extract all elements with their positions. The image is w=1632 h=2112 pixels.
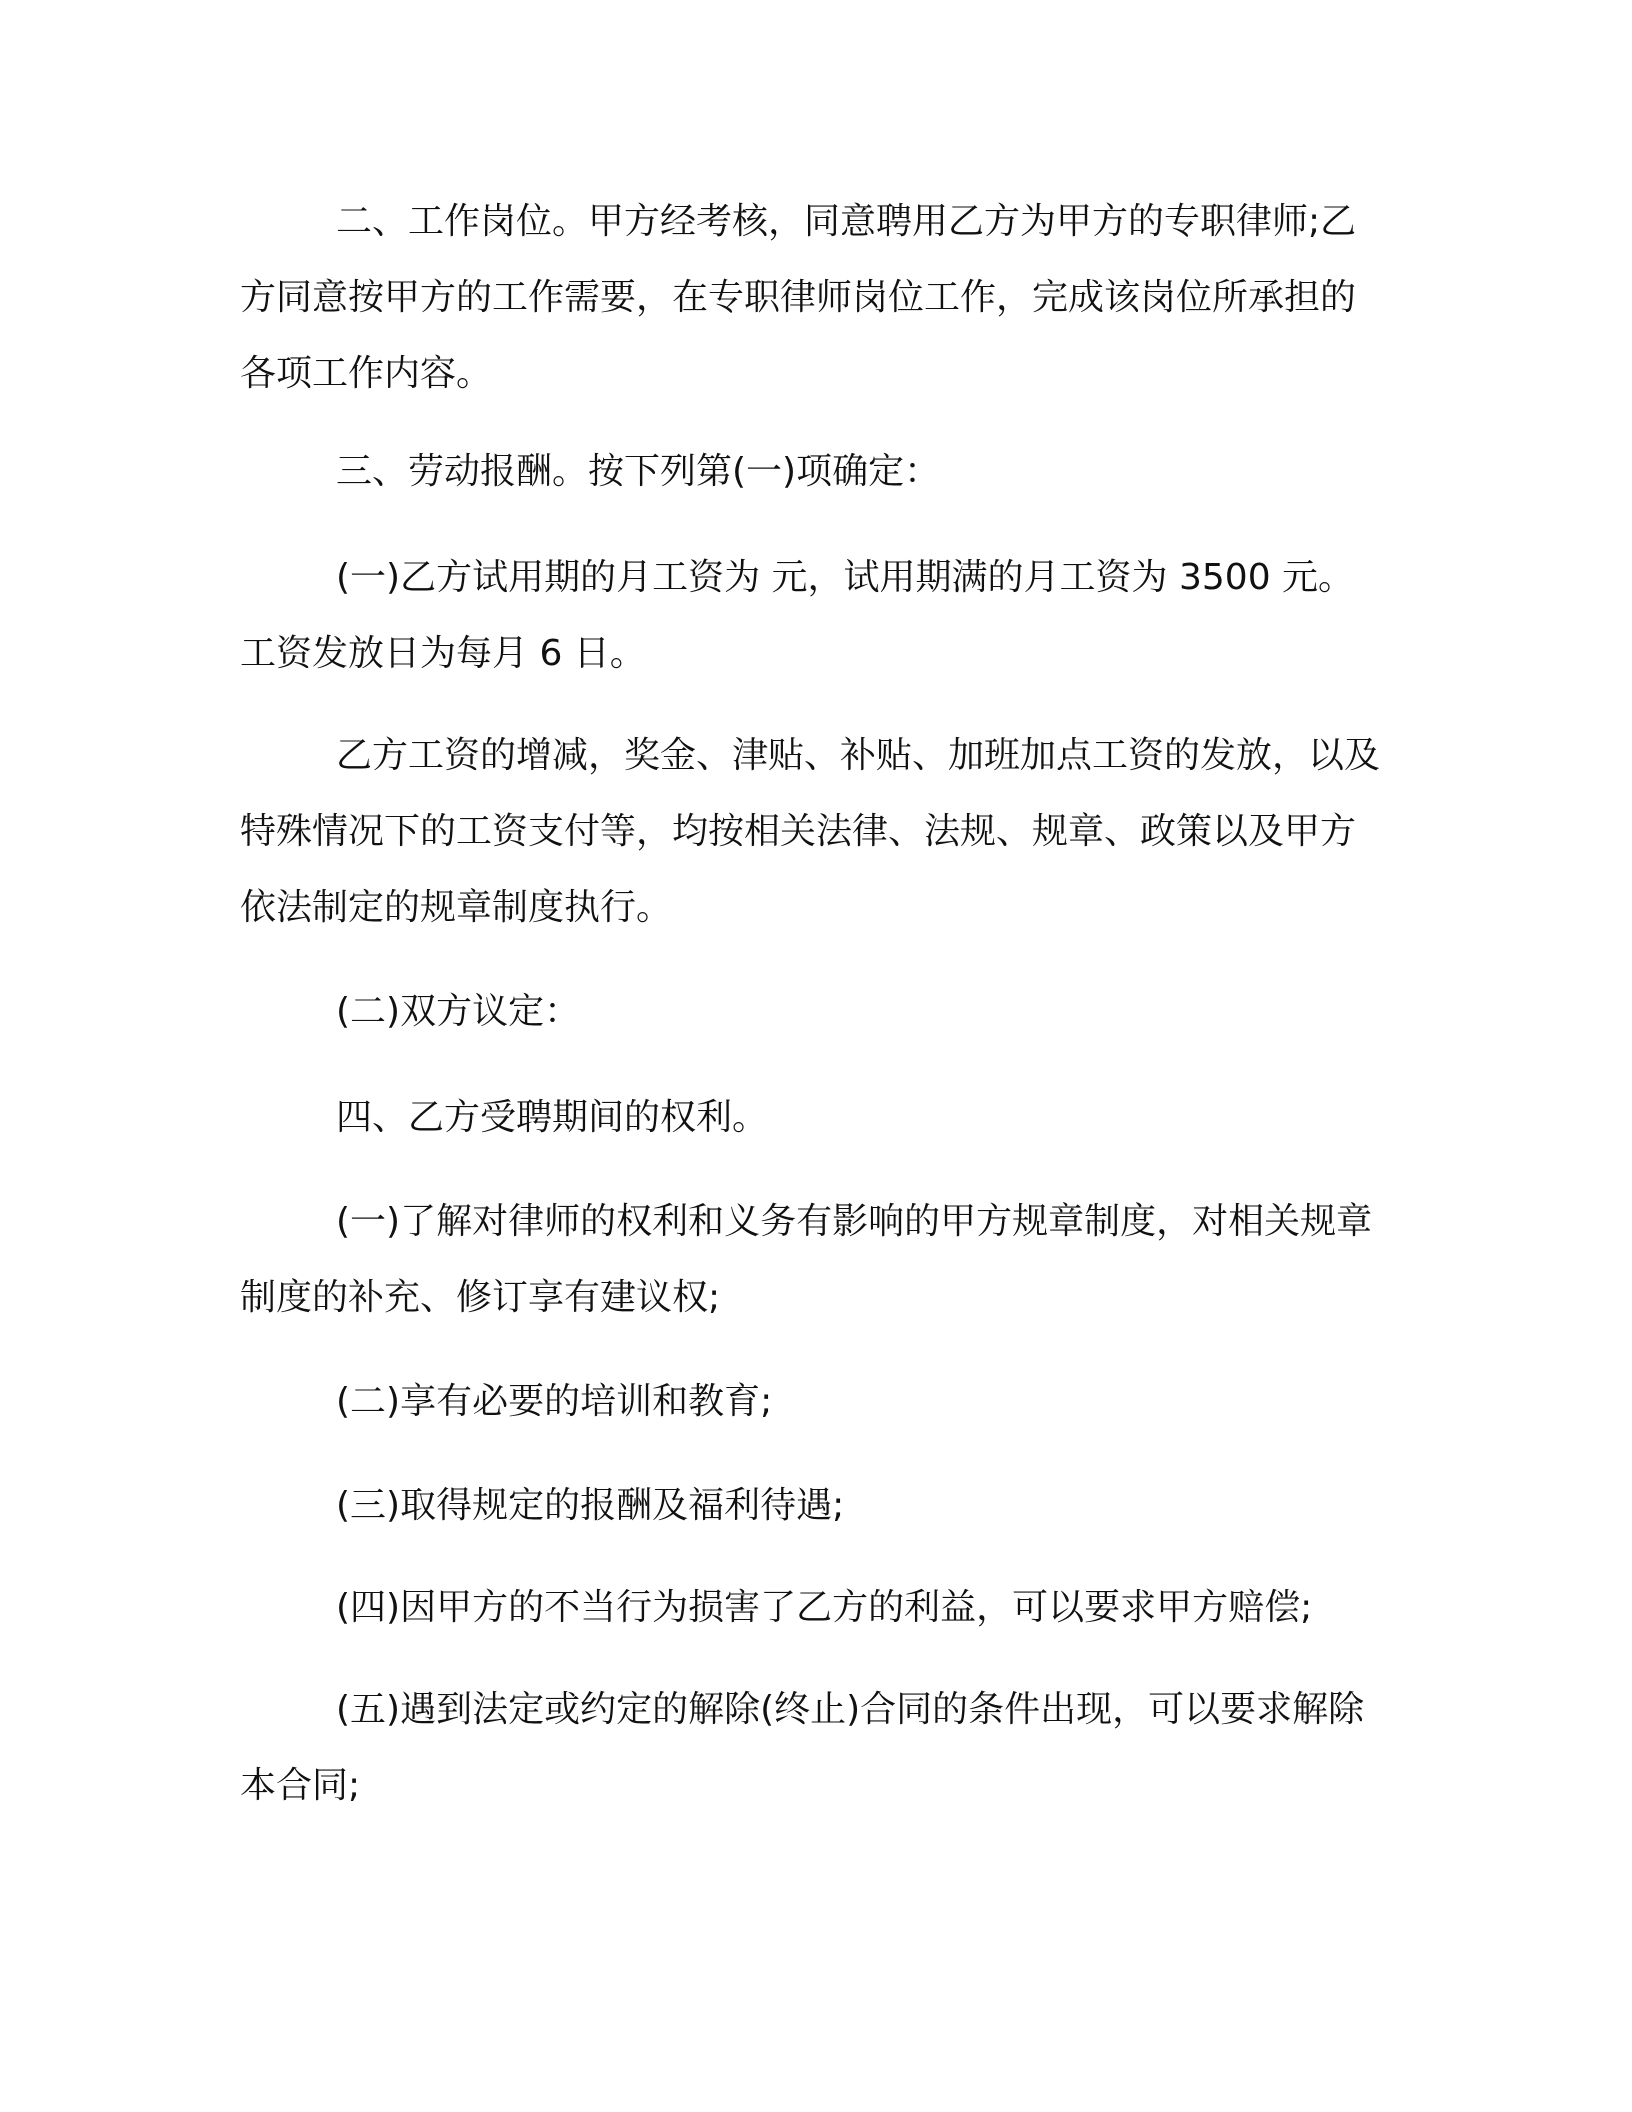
- paragraph-3-1-salary: (一)乙方试用期的月工资为 元，试用期满的月工资为 3500 元。工资发放日为每月 6 日。: [240, 557, 1355, 674]
- paragraph-section-4-rights: 四、乙方受聘期间的权利。: [336, 1097, 769, 1138]
- paragraph-4-1-rules: (一)了解对律师的权利和义务有影响的甲方规章制度，对相关规章制度的补充、修订享有建议权;: [240, 1201, 1373, 1318]
- paragraph-section-3-remuneration: 三、劳动报酬。按下列第(一)项确定：: [336, 451, 941, 492]
- paragraph-3-2-agreed: (二)双方议定：: [336, 991, 581, 1032]
- paragraph-4-3-benefits: (三)取得规定的报酬及福利待遇;: [336, 1485, 845, 1526]
- paragraph-4-2-training: (二)享有必要的培训和教育;: [336, 1381, 773, 1422]
- paragraph-4-4-compensation: (四)因甲方的不当行为损害了乙方的利益，可以要求甲方赔偿;: [336, 1587, 1313, 1628]
- paragraph-4-5-termination: (五)遇到法定或约定的解除(终止)合同的条件出现，可以要求解除本合同;: [240, 1689, 1365, 1806]
- paragraph-section-2-work-position: 二、工作岗位。甲方经考核，同意聘用乙方为甲方的专职律师;乙方同意按甲方的工作需要，在专职律师岗位工作，完成该岗位所承担的各项工作内容。: [240, 201, 1357, 394]
- paragraph-salary-adjustment: 乙方工资的增减，奖金、津贴、补贴、加班加点工资的发放，以及特殊情况下的工资支付等，均按相关法律、法规、规章、政策以及甲方依法制定的规章制度执行。: [240, 735, 1381, 928]
